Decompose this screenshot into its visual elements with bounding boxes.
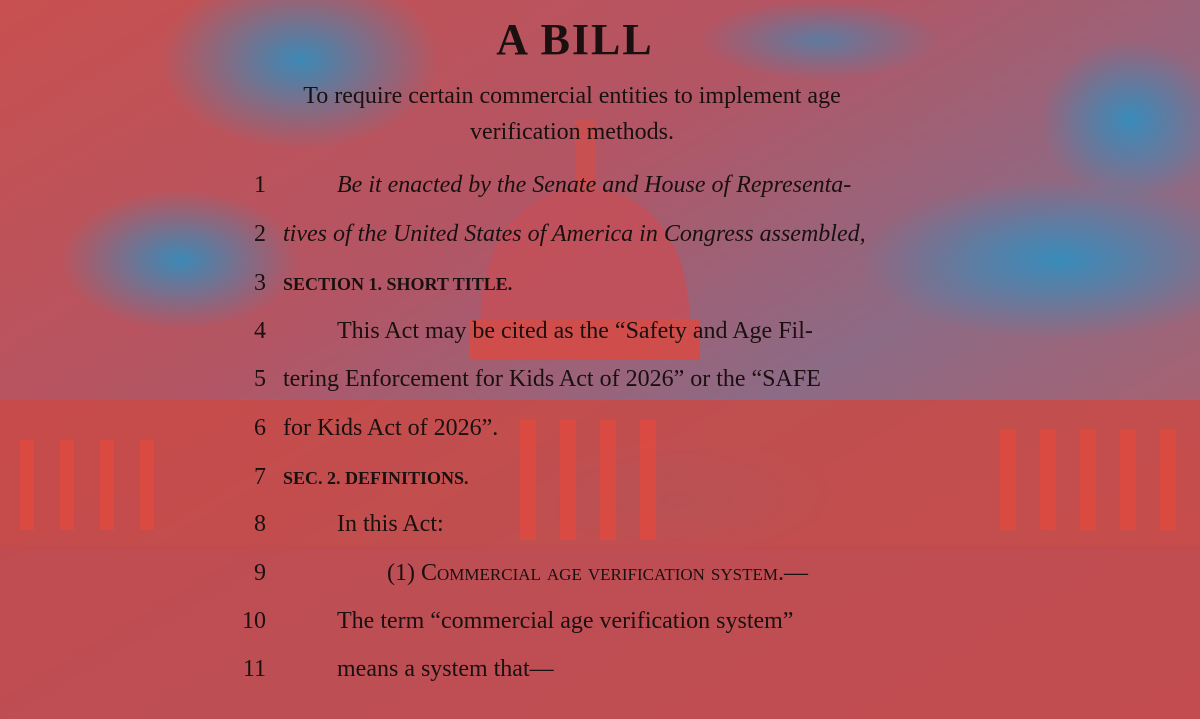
line-number: 2 [254,221,266,247]
bill-line [0,366,1200,406]
line-number: 7 [254,464,266,490]
line-number: 3 [254,270,266,296]
line-number: 5 [254,366,266,392]
line-text: This Act may be cited as the “Safety and Age Fil- [337,318,813,344]
bill-line [0,415,1200,455]
section-heading: SECTION 1. SHORT TITLE. [283,274,513,294]
line-text: The term “commercial age verification system” [337,608,794,634]
bill-line [0,172,1200,212]
bill-line [0,656,1200,696]
bill-subtitle-line2: verification methods. [470,119,674,145]
line-number: 6 [254,415,266,441]
line-text: (1) Commercial age verification system.— [387,560,809,586]
section-heading: SEC. 2. DEFINITIONS. [283,468,469,488]
line-number: 11 [242,656,266,682]
bill-line [0,318,1200,358]
bill-subtitle-line1: To require certain commercial entities to implement age [303,83,841,109]
bill-subtitle [262,78,882,150]
bill-title: A BILL [496,15,654,64]
line-text: In this Act: [337,511,444,537]
line-number: 4 [254,318,266,344]
line-number: 10 [242,608,266,634]
line-text: for Kids Act of 2026”. [283,415,499,441]
line-text: tering Enforcement for Kids Act of 2026” or the “SAFE [283,366,821,392]
line-number: 8 [254,511,266,537]
line-text: means a system that— [337,656,554,682]
line-text: Be it enacted by the Senate and House of Representa- [337,172,852,198]
bill-line [0,221,1200,261]
bill-line [0,608,1200,648]
bill-line [0,464,1200,504]
bill-line [0,270,1200,310]
bill-line [0,511,1200,551]
line-text: tives of the United States of America in Congress assembled, [283,221,866,247]
line-number: 1 [254,172,266,198]
bill-line [0,560,1200,600]
line-number: 9 [254,560,266,586]
